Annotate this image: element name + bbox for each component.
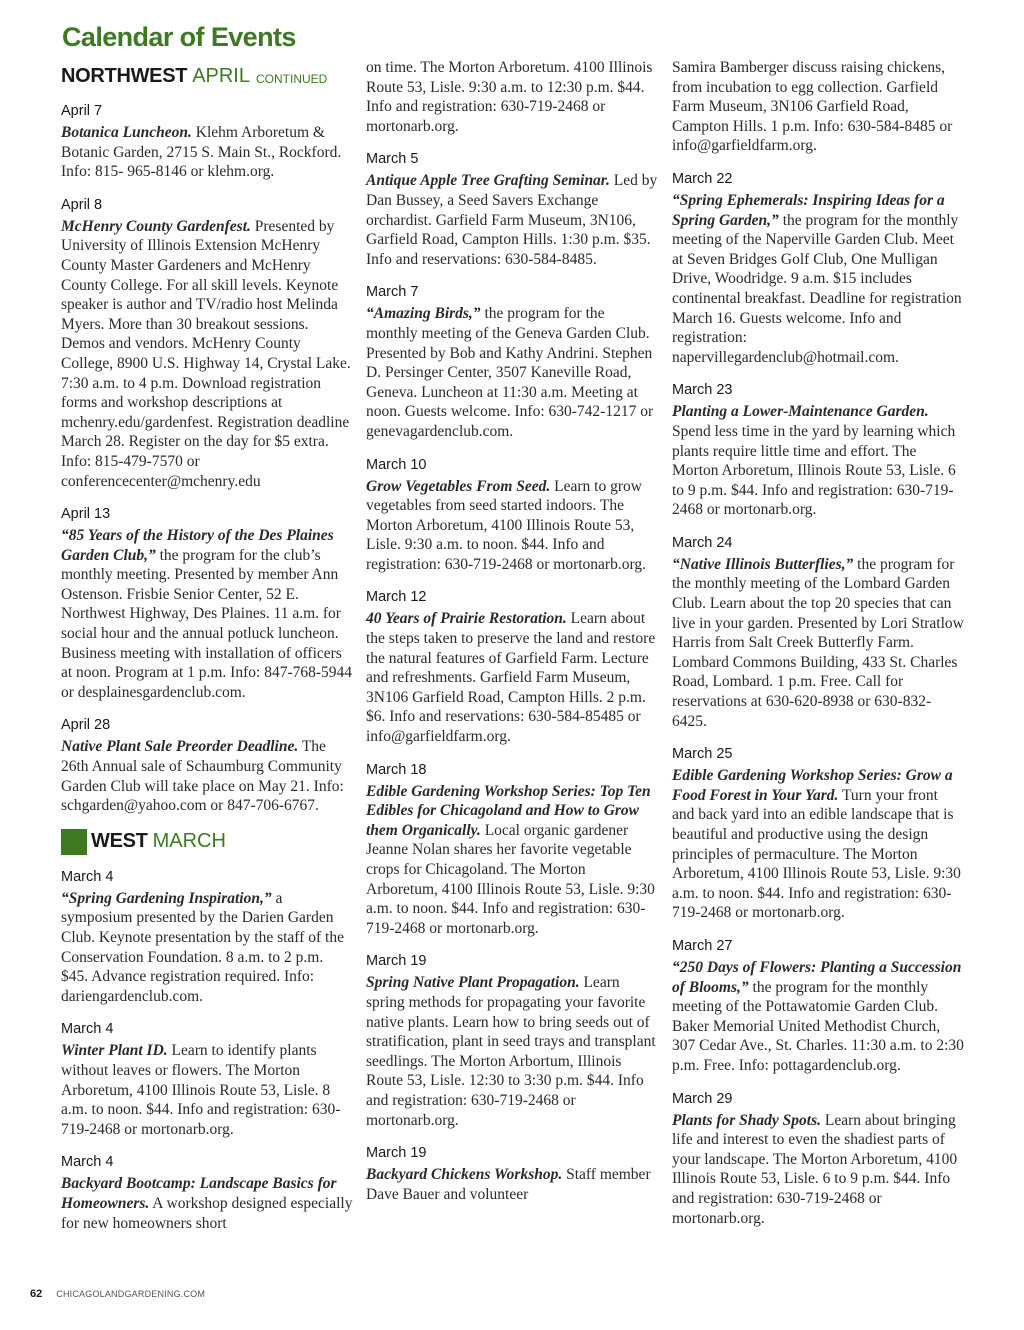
event-title: “Spring Ephemerals: Inspiring Ideas for a Spring Garden,” — [672, 191, 945, 229]
event-body: the program for the monthly meeting of the Naperville Garden Club. Meet at Seven Bridges Golf Club, One Mulligan Drive, Woodridge. 9 a.m. $15 includes continental breakfast. Deadline for registration March 16. Guests welcome. Info and registration: napervillegardenclub@hotmail.com. — [672, 211, 962, 366]
event-description — [61, 526, 353, 702]
event-body: Turn your front and back yard into an edible landscape that is beautiful and productive using the design principles of permaculture. The Morton Arboretum, 4100 Illinois Route 53, Lisle. 9:30 a.m. to noon. $44. Info and registration: 630-719-2468 or mortonarb.org. — [672, 786, 961, 922]
event-date: March 22 — [672, 170, 733, 187]
event-description — [366, 782, 658, 939]
event-description — [672, 1111, 964, 1229]
event — [61, 101, 353, 182]
event-title: “Native Illinois Butterflies,” — [672, 555, 854, 573]
event-description — [366, 973, 658, 1130]
event-title: “Spring Gardening Inspiration,” — [61, 889, 272, 907]
event-title: 40 Years of Prairie Restoration. — [366, 610, 567, 628]
event — [672, 936, 964, 1076]
site-url: CHICAGOLANDGARDENING.COM — [56, 1289, 206, 1299]
event-description — [366, 171, 658, 269]
event — [672, 380, 964, 520]
event-date: March 19 — [366, 1145, 427, 1162]
section-header-west — [61, 829, 353, 855]
event-description — [672, 402, 964, 520]
event-date: March 29 — [672, 1090, 733, 1107]
event-continuation: on time. The Morton Arboretum. 4100 Illinois Route 53, Lisle. 9:30 a.m. to 12:30 p.m. $44. Info and registration: 630-719-2468 or mortonarb.org. — [366, 59, 653, 135]
event-body: Spend less time in the yard by learning which plants require little time and effort. The Morton Arboretum, Illinois Route 53, Lisle. 6 to 9 p.m. $44. Info and registration: 630-719-2468 or mortonarb.org. — [672, 422, 956, 519]
event-date: March 12 — [366, 589, 427, 606]
event-title: Spring Native Plant Propagation. — [366, 974, 580, 992]
event-date: March 24 — [672, 534, 733, 551]
event — [672, 533, 964, 731]
event-description — [61, 889, 353, 1007]
event-date: March 10 — [366, 456, 427, 473]
event-body: Learn about bringing life and interest to even the shadiest parts of your landscape. The Morton Arboretum, 4100 Illinois Route 53, Lisle. 6 to 9 p.m. $44. Info and registration: 630-719-2468 or mortonarb.org. — [672, 1111, 958, 1227]
event-description — [672, 191, 964, 367]
event-description — [61, 217, 353, 491]
event — [61, 504, 353, 702]
event — [366, 282, 658, 441]
event-title: Edible Gardening Workshop Series: Top Ten Edibles for Chicagoland and How to Grow them Organically. — [366, 782, 651, 839]
event-description — [61, 1174, 353, 1233]
column-3 — [672, 58, 964, 1241]
event-description — [366, 609, 658, 746]
event-body: the program for the monthly meeting of the Geneva Garden Club. Presented by Bob and Kathy Andrini. Stephen D. Persinger Center, 3507 Kaneville Road, Geneva. Luncheon at 11:30 a.m. Meeting at noon. Guests welcome. Info: 630-742-1217 or genevagardenclub.com. — [366, 305, 654, 440]
event-title: Backyard Chickens Workshop. — [366, 1166, 563, 1184]
event-body: Staff member Dave Bauer and volunteer — [366, 1166, 651, 1203]
event-date: April 7 — [61, 103, 103, 119]
event-title: McHenry County Gardenfest. — [61, 217, 251, 235]
event-description — [672, 766, 964, 923]
event-date: March 4 — [61, 1154, 114, 1171]
event-title: Native Plant Sale Preorder Deadline. — [61, 738, 299, 756]
event — [366, 455, 658, 575]
event-title: Antique Apple Tree Grafting Seminar. — [366, 172, 610, 190]
event-description — [61, 737, 353, 815]
event — [61, 867, 353, 1007]
event-body: the program for the club’s monthly meeting. Presented by member Ann Ostenson. Frisbie Senior Center, 52 E. Northwest Highway, Des Plaines. 11 a.m. for social hour and the annual potluck luncheon. Business meeting with installation of officers at noon. Program at 1 p.m. Info: 847-768-5944 or desplainesgardenclub.com. — [61, 546, 353, 701]
event-date: April 8 — [61, 196, 103, 213]
event-title: Botanica Luncheon. — [61, 124, 192, 141]
event-body: Learn to grow vegetables from seed started indoors. The Morton Arboretum, 4100 Illinois Route 53, Lisle. 9:30 a.m. to noon. $44. Info and registration: 630-719-2468 or mortonarb.org. — [366, 477, 646, 573]
event-date: April 28 — [61, 717, 111, 734]
event-date: March 4 — [61, 1021, 114, 1038]
section-marker-square — [61, 829, 87, 855]
event — [366, 149, 658, 269]
event-body: Learn to identify plants without leaves or flowers. The Morton Arboretum, 4100 Illinois Route 53, Lisle. 8 a.m. to noon. $44. Info and registration: 630-719-2468 or mortonarb.org. — [61, 1042, 341, 1138]
event-body: Presented by University of Illinois Extension McHenry County Master Gardeners and McHenry County College. For all skill levels. Keynote speaker is author and TV/radio host Melinda Myers. More than 30 breakout sessions. Demos and vendors. McHenry County College, 8900 U.S. Highway 14, Crystal Lake. 7:30 a.m. to 4 p.m. Download registration forms and workshop descriptions at mchenry.edu/gardenfest. Registration deadline March 28. Register on the day for $5 extra. Info: 815-479-7570 or conferencecenter@mchenry.edu — [61, 217, 351, 490]
event-body: Learn about the steps taken to preserve the land and restore the natural features of Garfield Farm. Lecture and refreshments. Garfield Farm Museum, 3N106 Garfield Road, Campton Hills. 2 p.m. $6. Info and reservations: 630-584-85485 or info@garfieldfarm.org. — [366, 610, 656, 746]
region-name: WEST — [91, 830, 148, 853]
event — [366, 1143, 658, 1204]
event-description — [366, 304, 658, 441]
event-body: Learn spring methods for propagating your favorite native plants. Learn how to bring seeds out of stratification, plant in seed trays and transplant seedlings. The Morton Arbortum, Illinois Route 53, Lisle. 12:30 to 3:30 p.m. $44. Info and registration: 630-719-2468 or mortonarb.org. — [366, 974, 656, 1129]
event-date: March 19 — [366, 953, 427, 970]
page-footer — [30, 1288, 205, 1300]
event-description — [672, 555, 964, 731]
event-date: March 18 — [366, 761, 427, 778]
region-month: APRIL — [192, 64, 250, 87]
event-body: the program for the monthly meeting of the Pottawatomie Garden Club. Baker Memorial United Methodist Church, 307 Cedar Ave., St. Charles. 11:30 a.m. to 2:30 p.m. Free. Info: pottagardenclub.org. — [672, 978, 964, 1074]
region-name: NORTHWEST — [61, 64, 188, 87]
event — [672, 1089, 964, 1229]
event-description — [366, 477, 658, 575]
event — [366, 760, 658, 939]
event-description — [366, 1165, 658, 1204]
event-date: March 7 — [366, 284, 419, 301]
event-title: Edible Gardening Workshop Series: Grow a Food Forest in Your Yard. — [672, 767, 953, 804]
event-title: Winter Plant ID. — [61, 1042, 168, 1060]
event-description — [61, 1041, 353, 1139]
event-date: March 25 — [672, 746, 733, 763]
event-continuation: Samira Bamberger discuss raising chickens, from incubation to egg collection. Garfield Farm Museum, 3N106 Garfield Road, Campton Hills. 1 p.m. Info: 630-584-8485 or info@garfieldfarm.org. — [672, 59, 953, 155]
event-title: Plants for Shady Spots. — [672, 1111, 822, 1129]
page-title: Calendar of Events — [62, 22, 296, 52]
event-title: “85 Years of the History of the Des Plaines Garden Club,” — [61, 527, 334, 564]
event-title: Backyard Bootcamp: Landscape Basics for Homeowners. — [61, 1175, 337, 1212]
event-title: “Amazing Birds,” — [366, 305, 481, 323]
event — [672, 744, 964, 923]
event — [61, 715, 353, 815]
event-title: Planting a Lower-Maintenance Garden. — [672, 403, 929, 421]
region-month: MARCH — [152, 830, 226, 853]
event-date: March 23 — [672, 382, 733, 399]
event-title: “250 Days of Flowers: Planting a Succession of Blooms,” — [672, 958, 962, 996]
event — [672, 169, 964, 367]
event-date: April 13 — [61, 506, 111, 523]
event — [366, 587, 658, 746]
section-header-northwest — [61, 63, 353, 89]
event — [61, 195, 353, 491]
event — [61, 1152, 353, 1233]
event-description — [61, 123, 353, 182]
event-title: Grow Vegetables From Seed. — [366, 477, 551, 495]
event-body: the program for the monthly meeting of the Lombard Garden Club. Learn about the top 20 species that can live in your garden. Presented by Lori Stratlow Harris from Salt Creek Butterfly Farm. Lombard Commons Building, 433 St. Charles Road, Lombard. 1 p.m. Free. Call for reservations at 630-620-8938 or 630-832-6425. — [672, 555, 964, 730]
column-2 — [366, 58, 658, 1217]
page-number: 62 — [30, 1288, 43, 1300]
event-body: Local organic gardener Jeanne Nolan shares her favorite vegetable crops for Chicagoland. The Morton Arboretum, 4100 Illinois Route 53, Lisle. 9:30 a.m. to noon. $44. Info and registration: 630-719-2468 or mortonarb.org. — [366, 821, 655, 937]
event-body: Klehm Arboretum & Botanic Garden, 2715 S. Main St., Rockford. Info: 815- 965-8146 or klehm.org. — [61, 124, 342, 181]
column-1 — [61, 58, 353, 1246]
event — [61, 1019, 353, 1139]
event-body: A workshop designed especially for new homeowners short — [61, 1194, 353, 1232]
event-body: The 26th Annual sale of Schaumburg Community Garden Club will take place on May 21. Info: schgarden@yahoo.com or 847-706-6767. — [61, 738, 344, 815]
event-body: Led by Dan Bussey, a Seed Savers Exchange orchardist. Garfield Farm Museum, 3N106, Garfield Road, Campton Hills. 1:30 p.m. $35. Info and reservations: 630-584-8485. — [366, 172, 658, 268]
event-description — [672, 958, 964, 1076]
event-date: March 4 — [61, 868, 114, 885]
continued-label: CONTINUED — [256, 72, 328, 86]
event-date: March 5 — [366, 151, 419, 168]
event — [366, 951, 658, 1130]
event-date: March 27 — [672, 937, 733, 954]
event-body: a symposium presented by the Darien Garden Club. Keynote presentation by the staff of the Conservation Foundation. 8 a.m. to 2 p.m. $45. Advance registration required. Info: dariengardenclub.com. — [61, 889, 344, 1005]
